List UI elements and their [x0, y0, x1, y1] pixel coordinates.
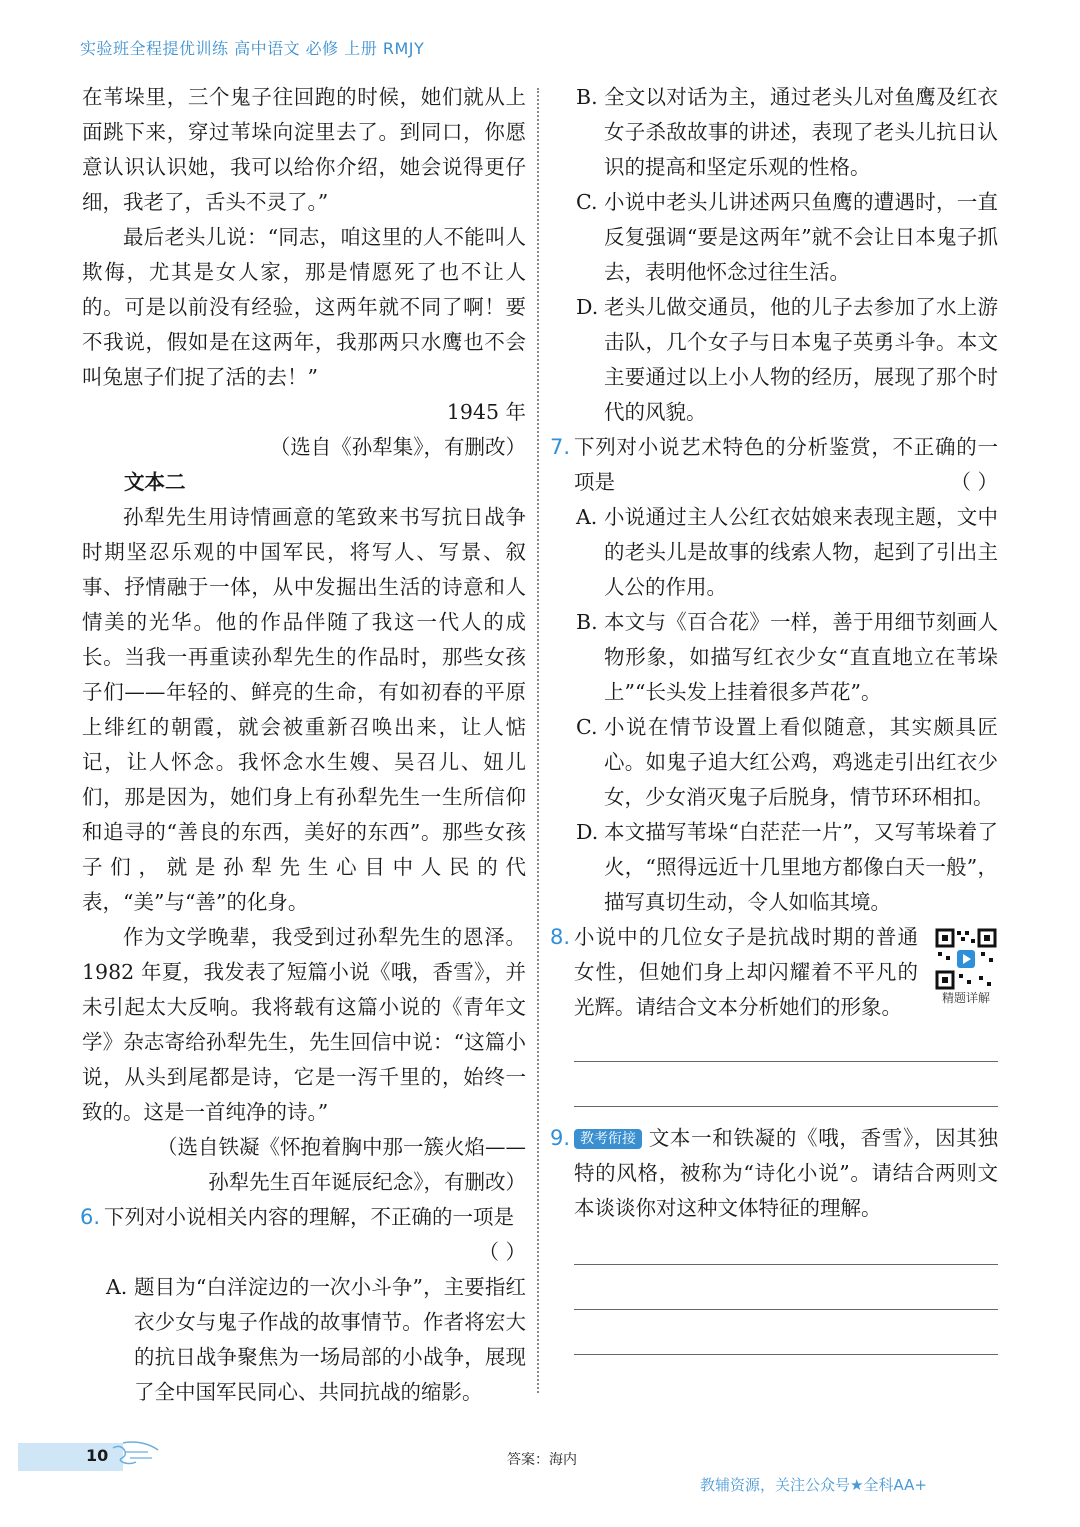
option-7a [552, 500, 998, 605]
question-stem: 小说中的几位女子是抗战时期的普通女性，但她们身上却闪耀着不平凡的光辉。请结合文本分析她们的形象。 [574, 925, 918, 1019]
text2-paragraph: 孙犁先生用诗情画意的笔致来书写抗日战争时期坚忍乐观的中国军民，将写人、写景、叙事、抒情融于一体，从中发掘出生活的诗意和人情美的光华。他的作品伴随了我这一代人的成长。当我一再重读孙犁先生的作品时，那些女孩子们——年轻的、鲜亮的生命，有如初春的平原上绯红的朝霞，就会被重新召唤出来，让人惦记，让人怀念。我怀念水生嫂、吴召儿、妞儿们，那是因为，她们身上有孙犁先生一生所信仰和追寻的“善良的东西，美好的东西”。那些女孩子们，就是孙犁先生心目中人民的代表，“美”与“善”的化身。 [82, 505, 526, 914]
column-divider [537, 88, 539, 1393]
book-header: 实验班全程提优训练 高中语文 必修 上册 RMJY [80, 39, 425, 58]
question-stem: 下列对小说相关内容的理解，不正确的一项是 [104, 1205, 514, 1229]
exam-link-badge: 教考衔接 [574, 1129, 642, 1149]
question-stem: 文本一和铁凝的《哦，香雪》，因其独特的风格，被称为“诗化小说”。请结合两则文本谈谈你对这种文体特征的理解。 [574, 1126, 998, 1220]
qr-code[interactable] [934, 928, 998, 1006]
option-text: 小说在情节设置上看似随意，其实颇具匠心。如鬼子追大红公鸡，鸡逃走引出红衣少女，少女消灭鬼子后脱身，情节环环相扣。 [604, 715, 998, 809]
option-letter: C. [576, 715, 598, 739]
option-letter: B. [576, 85, 598, 109]
option-letter: A. [106, 1275, 128, 1299]
option-6a [82, 1270, 526, 1410]
qr-code-icon [935, 928, 997, 990]
option-letter: C. [576, 190, 598, 214]
option-text: 题目为“白洋淀边的一次小斗争”，主要指红衣少女与鬼子作战的故事情节。作者将宏大的抗日战争聚焦为一场局部的小战争，展现了全中国军民同心、共同抗战的缩影。 [134, 1275, 526, 1404]
option-6d [552, 290, 998, 430]
text2-source: 孙犁先生百年诞辰纪念》，有删改） [208, 1170, 526, 1194]
option-7c [552, 710, 998, 815]
right-column [552, 80, 998, 1355]
option-7d [552, 815, 998, 920]
answer-bracket[interactable]: （ ） [478, 1240, 526, 1264]
answer-bracket[interactable]: （ ） [950, 470, 998, 494]
text1-paragraph: 在苇垛里，三个鬼子往回跑的时候，她们就从上面跳下来，穿过苇垛向淀里去了。到同口，你愿意认识认识她，我可以给你介绍，她会说得更仔细，我老了，舌头不灵了。” [82, 85, 526, 214]
text1-source: （选自《孙犁集》，有删改） [269, 435, 526, 459]
option-letter: A. [576, 505, 598, 529]
footer-watermark: 教辅资源，关注公众号★全科AA+ [700, 1476, 927, 1494]
left-column [82, 80, 526, 1410]
question-number: 9. [550, 1126, 571, 1150]
question-stem: 下列对小说艺术特色的分析鉴赏，不正确的一项是 [574, 435, 998, 494]
text2-title: 文本二 [124, 470, 186, 494]
qr-label: 精题详解 [941, 991, 990, 1005]
option-text: 老头儿做交通员，他的儿子去参加了水上游击队，几个女子与日本鬼子英勇斗争。本文主要通过以上小人物的经历，展现了那个时代的风貌。 [604, 295, 998, 424]
option-text: 全文以对话为主，通过老头儿对鱼鹰及红衣女子杀敌故事的讲述，表现了老头儿抗日认识的提高和坚定乐观的性格。 [604, 85, 998, 179]
option-letter: D. [576, 295, 599, 319]
text2-source: （选自铁凝《怀抱着胸中那一簇火焰—— [157, 1135, 526, 1159]
option-letter: D. [576, 820, 599, 844]
question-8 [552, 920, 998, 1025]
answer-line[interactable] [574, 1354, 998, 1355]
question-6 [82, 1200, 526, 1270]
option-7b [552, 605, 998, 710]
text2-paragraph: 作为文学晚辈，我受到过孙犁先生的恩泽。1982 年夏，我发表了短篇小说《哦，香雪》，并未引起太大反响。我将载有这篇小说的《青年文学》杂志寄给孙犁先生，先生回信中说：“这篇小说，从头到尾都是诗，它是一泻千里的，始终一致的。这是一首纯净的诗。” [82, 925, 526, 1124]
option-text: 本文描写苇垛“白茫茫一片”，又写苇垛着了火，“照得远近十几里地方都像白天一般”，描写真切生动，令人如临其境。 [604, 820, 998, 914]
question-number: 7. [550, 435, 571, 459]
question-number: 8. [550, 925, 571, 949]
option-text: 本文与《百合花》一样，善于用细节刻画人物形象，如描写红衣少女“直直地立在苇垛上”“长头发上挂着很多芦花”。 [604, 610, 998, 704]
option-6c [552, 185, 998, 290]
question-9 [552, 1121, 998, 1226]
page-number: 10 [86, 1446, 109, 1465]
option-6b [552, 80, 998, 185]
option-letter: B. [576, 610, 598, 634]
text1-year: 1945 年 [446, 400, 526, 424]
question-number: 6. [80, 1205, 101, 1229]
option-text: 小说通过主人公红衣姑娘来表现主题，文中的老头儿是故事的线索人物，起到了引出主人公的作用。 [604, 505, 998, 599]
question-7 [552, 430, 998, 500]
option-text: 小说中老头儿讲述两只鱼鹰的遭遇时，一直反复强调“要是这两年”就不会让日本鬼子抓去，表明他怀念过往生活。 [604, 190, 998, 284]
footer-answer-note: 答案：海内 [507, 1452, 577, 1468]
text1-paragraph: 最后老头儿说：“同志，咱这里的人不能叫人欺侮，尤其是女人家，那是情愿死了也不让人的。可是以前没有经验，这两年就不同了啊！要不我说，假如是在这两年，我那两只水鹰也不会叫兔崽子们捉了活的去！” [82, 225, 526, 389]
